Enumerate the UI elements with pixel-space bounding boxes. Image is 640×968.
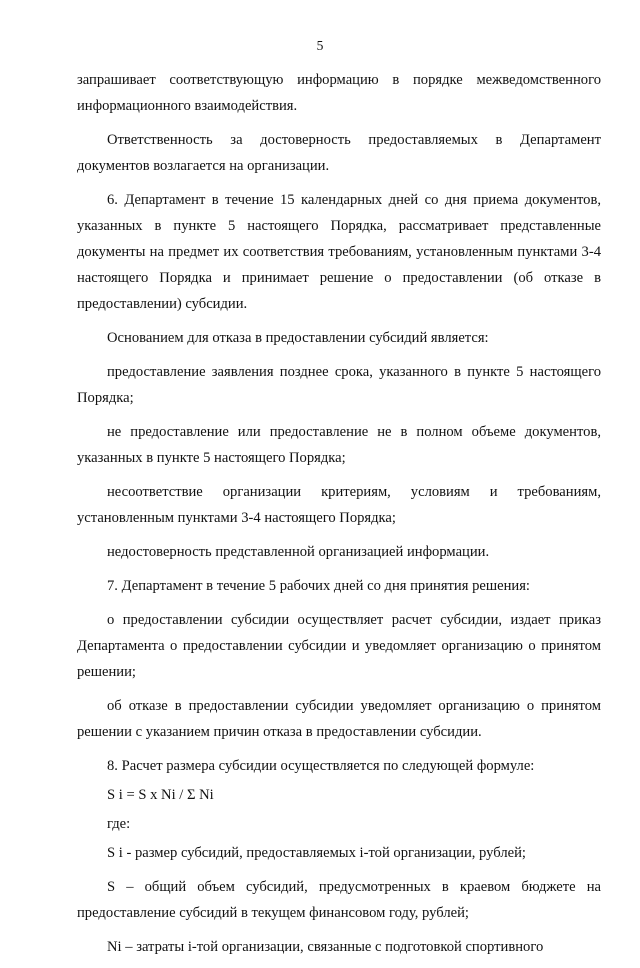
paragraph: об отказе в предоставлении субсидии уведомляет организацию о принятом решении с указанием причин отказа в предоставлении субсидии. (77, 698, 601, 740)
paragraph: S – общий объем субсидий, предусмотренных в краевом бюджете на предоставление субсидий в текущем финансовом году, рублей; (77, 879, 601, 921)
paragraph: 7. Департамент в течение 5 рабочих дней со дня принятия решения: (107, 578, 530, 594)
paragraph: Ответственность за достоверность предоставляемых в Департамент документов возлагается на организации. (77, 132, 601, 174)
paragraph: запрашивает соответствующую информацию в порядке межведомственного информационного взаимодействия. (77, 72, 601, 114)
paragraph: S i - размер субсидий, предоставляемых i-той организации, рублей; (107, 845, 526, 861)
document-body (77, 67, 601, 968)
paragraph: о предоставлении субсидии осуществляет расчет субсидии, издает приказ Департамента о предоставлении субсидии и уведомляет организацию о принятом решении; (77, 612, 601, 680)
paragraph: предоставление заявления позднее срока, указанного в пункте 5 настоящего Порядка; (77, 364, 601, 406)
formula: S i = S x Ni / Σ Ni (107, 787, 214, 803)
paragraph: 6. Департамент в течение 15 календарных дней со дня приема документов, указанных в пункте 5 настоящего Порядка, рассматривает представленные документы на предмет их соответствия требованиям, установленным пунктами 3-4 настоящего Порядка и принимает решение о предоставлении (об отказе в предоставлении) субсидии. (77, 192, 601, 312)
paragraph: где: (107, 816, 131, 832)
paragraph: несоответствие организации критериям, условиям и требованиям, установленным пунктами 3-4 настоящего Порядка; (77, 484, 601, 526)
paragraph: 8. Расчет размера субсидии осуществляется по следующей формуле: (107, 758, 535, 774)
paragraph: недостоверность представленной организацией информации. (107, 544, 490, 560)
paragraph: не предоставление или предоставление не в полном объеме документов, указанных в пункте 5 настоящего Порядка; (77, 424, 601, 466)
paragraph: Ni – затраты i-той организации, связанные с подготовкой спортивного (107, 939, 544, 955)
paragraph: Основанием для отказа в предоставлении субсидий является: (107, 330, 489, 346)
page-number: 5 (316, 38, 324, 53)
